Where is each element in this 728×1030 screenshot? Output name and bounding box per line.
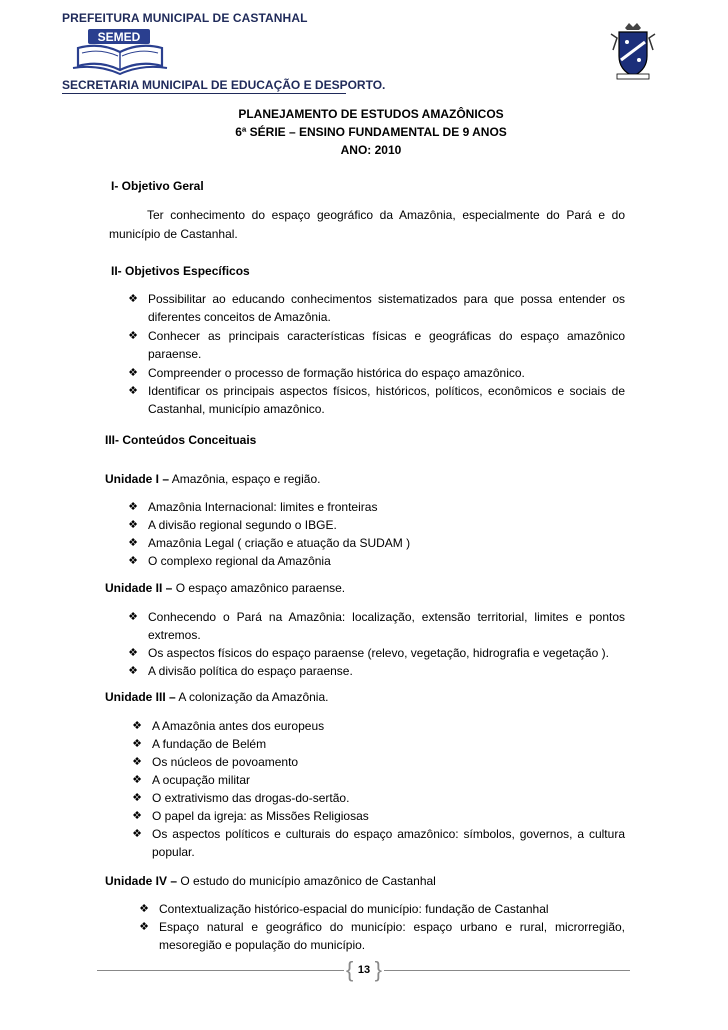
unit-2-title: O espaço amazônico paraense. xyxy=(172,581,346,595)
unit-4-list xyxy=(137,900,625,954)
unit-3-label: Unidade III – xyxy=(105,690,176,704)
diamond-bullet-icon: ❖ xyxy=(128,611,138,623)
footer-rule-left xyxy=(97,970,344,971)
list-item: ❖ O papel da igreja: as Missões Religiosas xyxy=(130,807,625,825)
doc-title-line1: PLANEJAMENTO DE ESTUDOS AMAZÔNICOS xyxy=(238,107,504,121)
unit-1-label: Unidade I – xyxy=(105,472,170,486)
unit-3-list xyxy=(130,717,625,861)
list-item: ❖ O complexo regional da Amazônia xyxy=(126,552,625,570)
page-number-value: 13 xyxy=(357,964,371,976)
list-item: ❖ Identificar os principais aspectos físicos, históricos, políticos, econômicos e sociais de Castanhal, município amazônico. xyxy=(126,382,625,418)
unit-2-list xyxy=(126,608,625,680)
list-item: ❖ O extrativismo das drogas-do-sertão. xyxy=(130,789,625,807)
unit-3-heading xyxy=(105,690,328,704)
castanhal-crest-icon xyxy=(607,20,659,82)
unit-4-label: Unidade IV – xyxy=(105,874,178,888)
unit-4-title: O estudo do município amazônico de Castanhal xyxy=(177,874,436,888)
diamond-bullet-icon: ❖ xyxy=(128,293,138,305)
list-item: ❖ Contextualização histórico-espacial do município: fundação de Castanhal xyxy=(137,900,625,918)
unit-1-title: Amazônia, espaço e região. xyxy=(169,472,321,486)
unit-2-heading xyxy=(105,581,345,595)
diamond-bullet-icon: ❖ xyxy=(128,367,138,379)
diamond-bullet-icon: ❖ xyxy=(128,501,138,513)
list-item: ❖ Conhecendo o Pará na Amazônia: localização, extensão territorial, limites e pontos extremos. xyxy=(126,608,625,644)
list-item: ❖ Espaço natural e geográfico do município: espaço urbano e rural, microrregião, mesoregião e população do município. xyxy=(137,918,625,954)
list-item: ❖ Conhecer as principais características físicas e geográficas do espaço amazônico paraense. xyxy=(126,327,625,363)
section-heading-objetivos-especificos: II- Objetivos Específicos xyxy=(111,264,250,278)
list-item: ❖ A Amazônia antes dos europeus xyxy=(130,717,625,735)
footer-rule-right xyxy=(384,970,630,971)
semed-logo xyxy=(70,26,170,76)
diamond-bullet-icon: ❖ xyxy=(132,774,142,786)
section-heading-objetivo-geral: I- Objetivo Geral xyxy=(111,179,204,193)
page-number xyxy=(344,957,384,982)
doc-title-line2: 6ª SÉRIE – ENSINO FUNDAMENTAL DE 9 ANOS xyxy=(235,125,507,139)
objetivo-geral-text: Ter conhecimento do espaço geográfico da Amazônia, especialmente do Pará e do município de Castanhal. xyxy=(109,208,625,241)
unit-4-heading xyxy=(105,874,436,888)
header-underline xyxy=(62,93,346,94)
unit-1-heading xyxy=(105,472,320,486)
diamond-bullet-icon: ❖ xyxy=(139,903,149,915)
diamond-bullet-icon: ❖ xyxy=(132,720,142,732)
list-item: ❖ A ocupação militar xyxy=(130,771,625,789)
diamond-bullet-icon: ❖ xyxy=(128,555,138,567)
list-item: ❖ Os aspectos físicos do espaço paraense (relevo, vegetação, hidrografia e vegetação ). xyxy=(126,644,625,662)
list-item: ❖ Possibilitar ao educando conhecimentos sistematizados para que possa entender os diferentes conceitos de Amazônia. xyxy=(126,290,625,326)
diamond-bullet-icon: ❖ xyxy=(132,828,142,840)
list-item: ❖ A fundação de Belém xyxy=(130,735,625,753)
list-item: ❖ Compreender o processo de formação histórica do espaço amazônico. xyxy=(126,364,625,382)
list-item: ❖ A divisão regional segundo o IBGE. xyxy=(126,516,625,534)
diamond-bullet-icon: ❖ xyxy=(128,330,138,342)
list-item: ❖ Os aspectos políticos e culturais do espaço amazônico: símbolos, governos, a cultura popular. xyxy=(130,825,625,861)
brace-left-icon: { xyxy=(346,957,354,982)
header-prefeitura: PREFEITURA MUNICIPAL DE CASTANHAL xyxy=(62,11,308,25)
diamond-bullet-icon: ❖ xyxy=(128,665,138,677)
diamond-bullet-icon: ❖ xyxy=(132,738,142,750)
unit-2-label: Unidade II – xyxy=(105,581,173,595)
diamond-bullet-icon: ❖ xyxy=(128,537,138,549)
diamond-bullet-icon: ❖ xyxy=(128,385,138,397)
diamond-bullet-icon: ❖ xyxy=(128,647,138,659)
brace-right-icon: } xyxy=(374,957,382,982)
semed-logo-text: SEMED xyxy=(97,30,141,44)
diamond-bullet-icon: ❖ xyxy=(139,921,149,933)
unit-1-list xyxy=(126,498,625,570)
diamond-bullet-icon: ❖ xyxy=(132,810,142,822)
list-item: ❖ A divisão política do espaço paraense. xyxy=(126,662,625,680)
section-heading-conteudos-conceituais: III- Conteúdos Conceituais xyxy=(105,433,257,447)
doc-title-line3: ANO: 2010 xyxy=(340,143,402,157)
diamond-bullet-icon: ❖ xyxy=(128,519,138,531)
list-item: ❖ Amazônia Internacional: limites e fronteiras xyxy=(126,498,625,516)
list-item: ❖ Os núcleos de povoamento xyxy=(130,753,625,771)
header-secretaria: SECRETARIA MUNICIPAL DE EDUCAÇÃO E DESPORTO. xyxy=(62,78,386,92)
diamond-bullet-icon: ❖ xyxy=(132,756,142,768)
unit-3-title: A colonização da Amazônia. xyxy=(175,690,329,704)
diamond-bullet-icon: ❖ xyxy=(132,792,142,804)
objetivos-especificos-list xyxy=(126,290,625,418)
list-item: ❖ Amazônia Legal ( criação e atuação da SUDAM ) xyxy=(126,534,625,552)
